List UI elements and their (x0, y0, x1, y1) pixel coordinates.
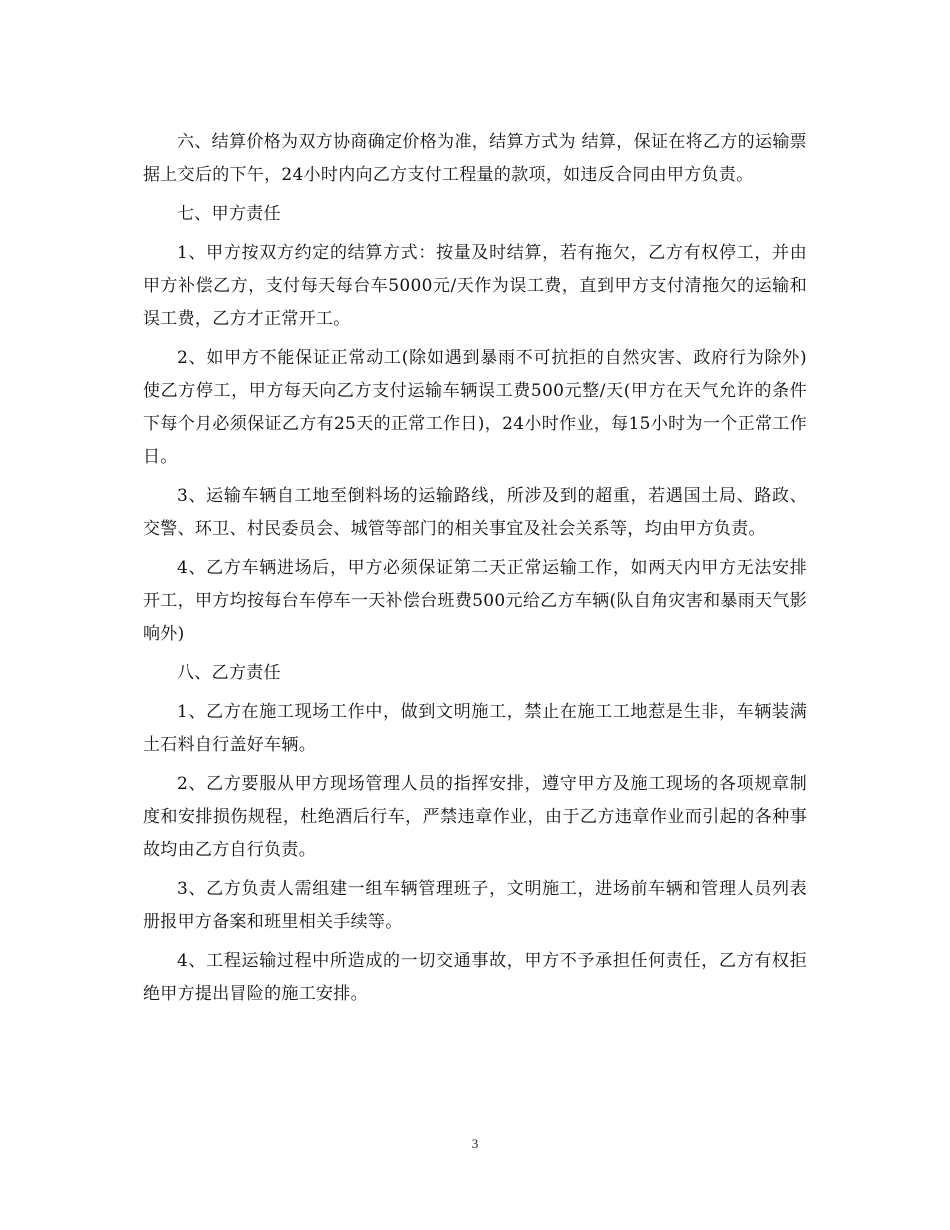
heading-party-b-responsibility: 八、乙方责任 (177, 663, 281, 683)
paragraph-party-a-4: 4、乙方车辆进场后，甲方必须保证第二天正常运输工作，如两天内甲方无法安排开工，甲方均按每台车停车一天补偿台班费500元给乙方车辆(队自角灾害和暴雨天气影响外) (143, 558, 807, 644)
paragraph-party-a-2: 2、如甲方不能保证正常动工(除如遇到暴雨不可抗拒的自然灾害、政府行为除外)使乙方停工，甲方每天向乙方支付运输车辆误工费500元整/天(甲方在天气允许的条件下每个月必须保证乙方有25天的正常工作日)，24小时作业，每15小时为一个正常工作日。 (143, 348, 807, 467)
heading-party-a-responsibility: 七、甲方责任 (177, 204, 281, 224)
paragraph-party-b-4: 4、工程运输过程中所造成的一切交通事故，甲方不予承担任何责任，乙方有权拒绝甲方提出冒险的施工安排。 (143, 951, 807, 1004)
page-number: 3 (471, 1136, 479, 1151)
paragraph-party-a-1: 1、甲方按双方约定的结算方式：按量及时结算，若有拖欠，乙方有权停工，并由甲方补偿乙方，支付每天每台车5000元/天作为误工费，直到甲方支付清拖欠的运输和误工费，乙方才正常开工。 (143, 243, 807, 329)
paragraph-party-a-3: 3、运输车辆自工地至倒料场的运输路线，所涉及到的超重，若遇国土局、路政、交警、环卫、村民委员会、城管等部门的相关事宜及社会关系等，均由甲方负责。 (143, 486, 807, 539)
paragraph-settlement: 六、结算价格为双方协商确定价格为准，结算方式为 结算，保证在将乙方的运输票据上交后的下午，24小时内向乙方支付工程量的款项，如违反合同由甲方负责。 (143, 132, 807, 185)
paragraph-party-b-3: 3、乙方负责人需组建一组车辆管理班子，文明施工，进场前车辆和管理人员列表册报甲方备案和班里相关手续等。 (143, 879, 807, 932)
paragraph-party-b-2: 2、乙方要服从甲方现场管理人员的指挥安排，遵守甲方及施工现场的各项规章制度和安排损伤规程，杜绝酒后行车，严禁违章作业，由于乙方违章作业而引起的各种事故均由乙方自行负责。 (143, 774, 807, 860)
paragraph-party-b-1: 1、乙方在施工现场工作中，做到文明施工，禁止在施工工地惹是生非，车辆装满土石料自行盖好车辆。 (143, 702, 807, 755)
document-body (143, 126, 807, 1017)
